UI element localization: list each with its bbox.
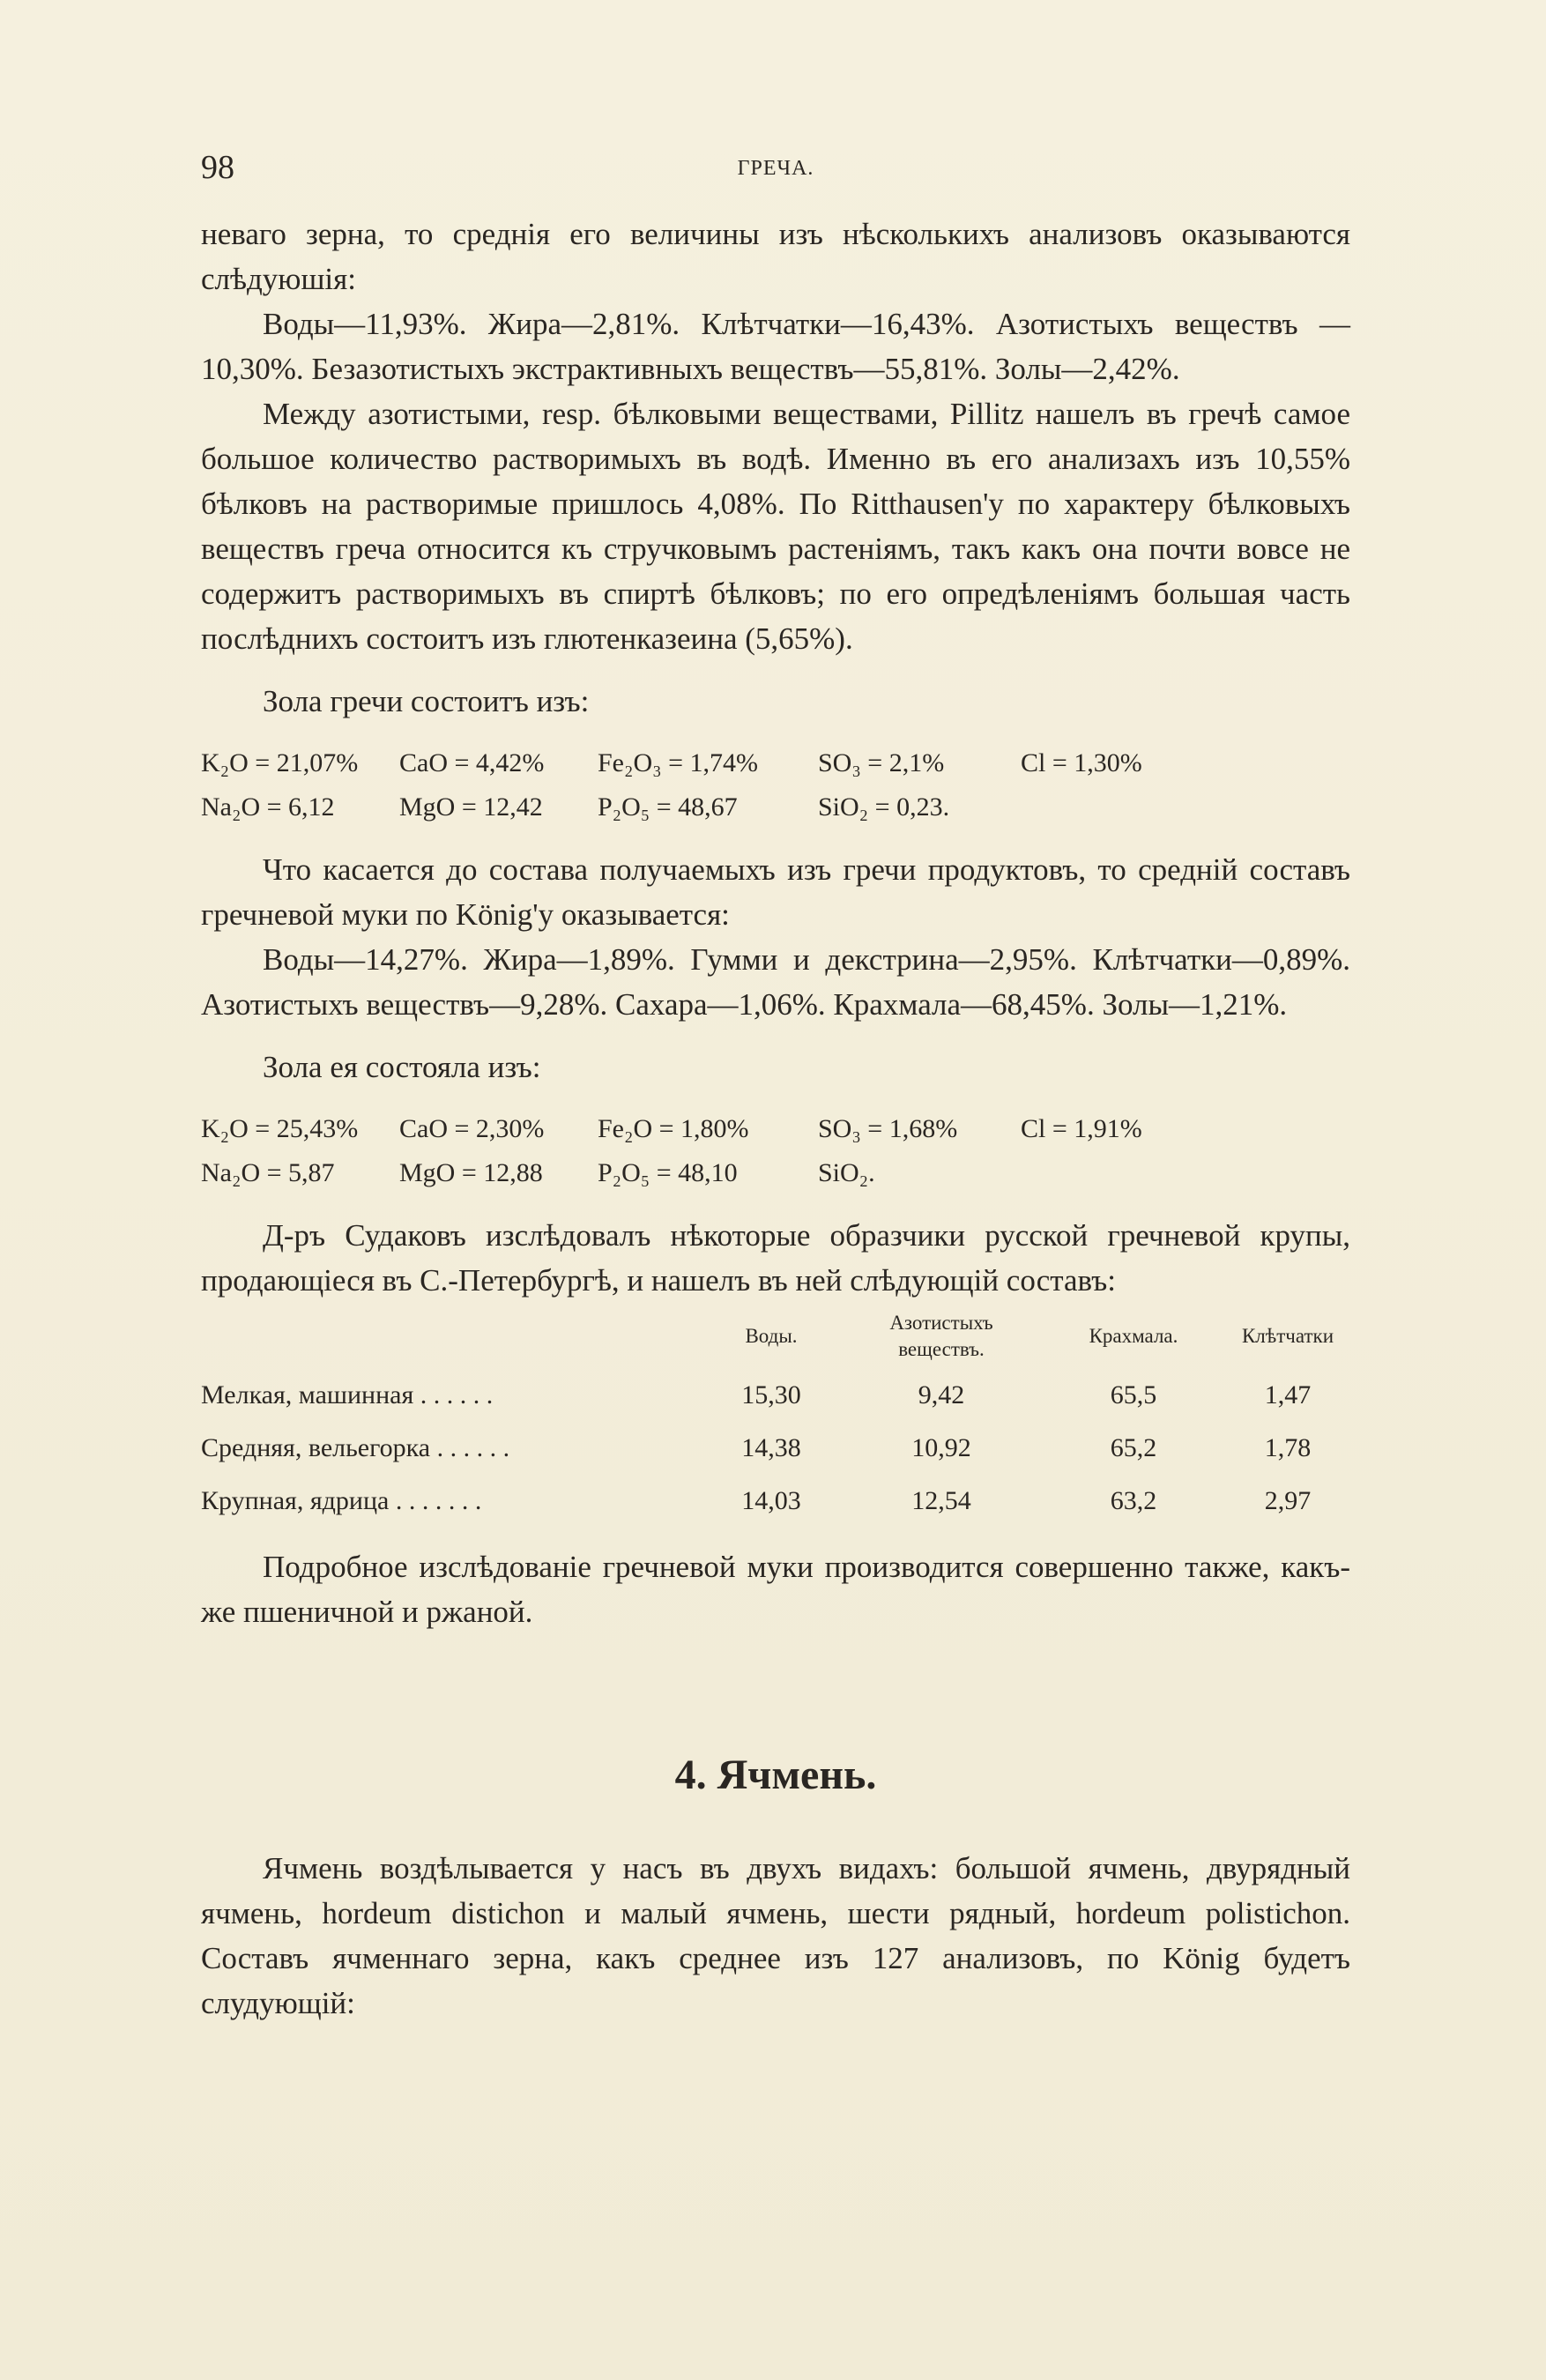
table-cell: 14,03 [741, 1485, 801, 1515]
formula-item: SO₃ = 2,1% [818, 748, 945, 777]
table-cell: 9,42 [918, 1380, 965, 1409]
table-cell: 12,54 [911, 1485, 971, 1515]
paragraph-flour-composition: Воды—14,27%. Жира—1,89%. Гумми и декстрина—2,95%. Клѣтчатки—0,89%. Азотистыхъ веществъ—9,28%. Сахара—1,06%. Крахмала—68,45%. Золы—1,21%. [201, 942, 1350, 1022]
table-cell: 65,5 [1110, 1380, 1157, 1409]
table-row [201, 1421, 1350, 1474]
formula-item: MgO = 12,42 [399, 792, 543, 822]
table-header-cell [201, 1310, 702, 1368]
formula-item: K₂O = 21,07% [201, 748, 359, 777]
page-body [201, 212, 1350, 2026]
table-cell: 14,38 [741, 1432, 801, 1462]
ash-intro-grain: Зола гречи состоитъ изъ: [263, 684, 590, 718]
groats-composition-table [201, 1310, 1350, 1527]
formula-item: Cl = 1,91% [1021, 1114, 1142, 1143]
paragraph-continuation: неваго зерна, то среднія его величины изъ нѣсколькихъ анализовъ оказываются слѣдуюшія: [201, 217, 1350, 296]
table-cell: 65,2 [1110, 1432, 1157, 1462]
page-number: 98 [201, 149, 234, 186]
table-header-row [201, 1310, 1350, 1368]
table-cell-variety: Мелкая, машинная . . . . . . [201, 1380, 494, 1409]
formula-item: K₂O = 25,43% [201, 1114, 359, 1143]
formula-item: CaO = 2,30% [399, 1114, 545, 1143]
running-title: ГРЕЧА. [737, 157, 814, 180]
table-cell: 10,92 [911, 1432, 971, 1462]
paragraph-flour: Что касается до состава получаемыхъ изъ гречи продуктовъ, то среднiй составъ гречневой муки по König'у оказывается: [201, 852, 1350, 932]
formula-item: MgO = 12,88 [399, 1158, 543, 1187]
formula-item: SiO₂. [818, 1158, 875, 1187]
ash-formula-grain [201, 741, 1350, 829]
table-cell: 15,30 [741, 1380, 801, 1409]
table-row [201, 1368, 1350, 1421]
table-cell-variety: Средняя, вельегорка . . . . . . [201, 1432, 510, 1462]
formula-item: Cl = 1,30% [1021, 748, 1142, 777]
table-header-cell: Крахмала. [1089, 1325, 1178, 1347]
paragraph-barley: Ячмень воздѣлывается у насъ въ двухъ видахъ: большой ячмень, двурядный ячмень, hordeum distichon и малый ячмень, шести рядный, hordeum polistichon. Составъ ячменнаго зерна, какъ среднее изъ 127 анализовъ, по König будетъ слудующiй: [201, 1851, 1350, 2020]
formula-item: Na₂O = 5,87 [201, 1158, 335, 1187]
formula-item: CaO = 4,42% [399, 748, 545, 777]
paragraph-sudakov: Д-ръ Судаковъ изслѣдовалъ нѣкоторые образчики русской гречневой крупы, продающiеся въ С.-Петербургѣ, и нашелъ въ ней слѣдующiй составъ: [201, 1218, 1350, 1298]
ash-intro-flour: Зола ея состояла изъ: [263, 1050, 541, 1084]
table-cell: 1,47 [1264, 1380, 1312, 1409]
section-title: 4. Ячмень. [674, 1752, 877, 1798]
formula-item: SO₃ = 1,68% [818, 1114, 958, 1143]
ash-formula-flour [201, 1107, 1350, 1195]
table-header-cell: Воды. [745, 1325, 798, 1347]
table-cell: 2,97 [1264, 1485, 1312, 1515]
table-cell: 1,78 [1264, 1432, 1312, 1462]
paragraph-flour-analysis: Подробное изслѣдованiе гречневой муки производится совершенно также, какъ-же пшеничной и ржаной. [201, 1550, 1350, 1629]
table-header-cell: Азотистыхъ веществъ. [889, 1312, 993, 1360]
table-cell: 63,2 [1110, 1485, 1157, 1515]
formula-item: SiO₂ = 0,23. [818, 792, 950, 822]
paragraph-composition: Воды—11,93%. Жира—2,81%. Клѣтчатки—16,43%. Азотистыхъ веществъ — 10,30%. Безазотистыхъ экстрактивныхъ веществъ—55,81%. Золы—2,42%. [201, 307, 1350, 386]
paragraph-proteins: Между азотистыми, resp. бѣлковыми веществами, Pillitz нашелъ въ гречѣ самое большое количество растворимыхъ въ водѣ. Именно въ его анализахъ изъ 10,55% бѣлковъ на растворимые пришлось 4,08%. По Ritthausen'у по характеру бѣлковыхъ веществъ греча относится къ стручковымъ растеніямъ, такъ какъ она почти вовсе не содержитъ растворимыхъ въ спиртѣ бѣлковъ; по его опредѣленіямъ большая часть послѣднихъ состоитъ изъ глютенказеина (5,65%). [201, 397, 1350, 656]
formula-item: Fe₂O = 1,80% [598, 1114, 749, 1143]
table-row [201, 1474, 1350, 1527]
table-cell-variety: Крупная, ядрица . . . . . . . [201, 1485, 482, 1515]
page-header [201, 148, 1350, 192]
formula-item: Fe₂O₃ = 1,74% [598, 748, 758, 777]
formula-item: P₂O₅ = 48,10 [598, 1158, 738, 1187]
formula-item: P₂O₅ = 48,67 [598, 792, 738, 822]
formula-item: Na₂O = 6,12 [201, 792, 335, 822]
table-header-cell: Клѣтчатки [1241, 1325, 1334, 1347]
